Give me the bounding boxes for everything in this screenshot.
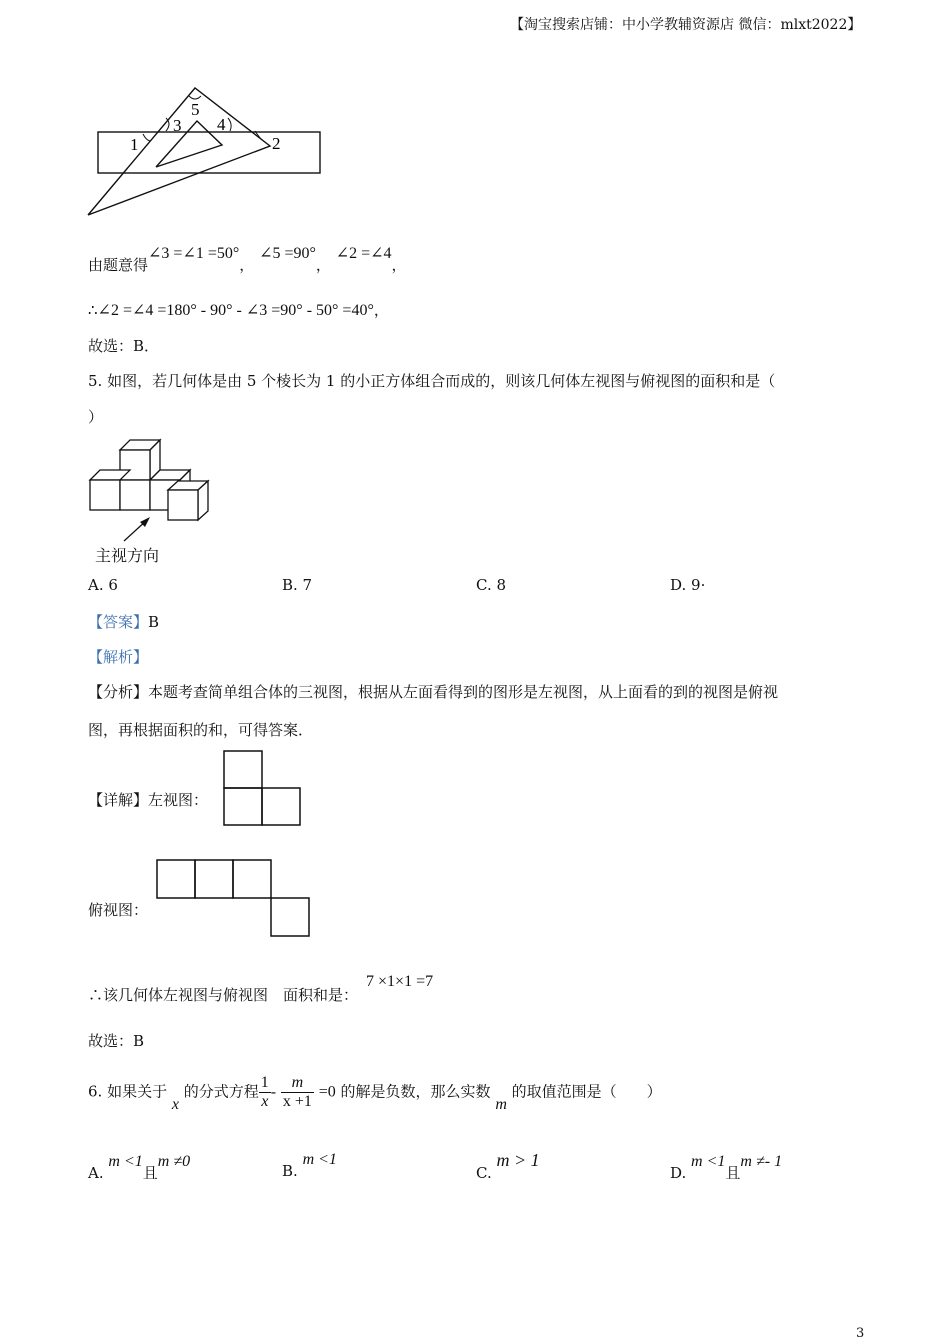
left-view-label: 【详解】左视图： (88, 791, 209, 809)
q5-answer: 【答案】B (88, 613, 160, 631)
q4-solution-line2: ∴∠2 =∠4 =180° - 90° - ∠3 =90° - 50° =40°， (88, 301, 389, 319)
angle-label-2: 2 (272, 134, 281, 153)
q5-option-a: A. 6 (88, 576, 118, 594)
page-number: 3 (856, 1326, 865, 1341)
q4-choose: 故选：B． (88, 337, 160, 355)
analysis-tag: 【解析】 (88, 648, 149, 666)
cube-figure-caption: 主视方向 (95, 546, 160, 565)
q5-analysis-line1: 【分析】本题考查简单组合体的三视图，根据从左面看得到的图形是左视图，从上面看的到的视图是俯视 (88, 683, 779, 701)
q5-option-c: C. 8 (476, 576, 507, 594)
angle-label-3: 3 (173, 116, 182, 135)
q5-question: 5. 如图，若几何体是由 5 个棱长为 1 的小正方体组合而成的，则该几何体左视图与俯视图的面积和是（ (88, 372, 776, 390)
q6-fraction-1: $\frac{1}{x}$ (260, 1074, 269, 1110)
q5-conclusion: ∴该几何体左视图与俯视图 面积和是：7 ×1×1 =7 (88, 973, 434, 1004)
q5-analysis-line2: 图，再根据面积的和，可得答案． (88, 721, 314, 739)
q6-option-a: A. m <1且m ≠0 (88, 1153, 191, 1182)
angle-label-1: 1 (130, 135, 139, 154)
page-header: 【淘宝搜索店铺：中小学教辅资源店 微信：mlxt2022】 (510, 17, 862, 33)
q5-option-b: B. 7 (282, 576, 313, 594)
q5-question-cont: ） (88, 408, 104, 426)
q6-fraction-2: $\frac{m}{x +1}$ (282, 1074, 312, 1110)
angle-label-4: 4 (217, 115, 226, 134)
q6-option-d: D. m <1且m ≠- 1 (670, 1153, 783, 1182)
q6-option-b: B. m <1 (282, 1151, 337, 1180)
top-view-label: 俯视图： (88, 901, 149, 919)
q5-option-d: D. 9· (670, 576, 706, 594)
q4-solution-line1: 由题意得∠3 =∠1 =50°， ∠5 =90°， ∠2 =∠4， (88, 245, 407, 274)
q6-option-c: C. m > 1 (476, 1150, 540, 1182)
q6-question: 6. 如果关于 x 的分式方程 $\frac{1}{x}$ - $\frac{m}{x +1}$ =0 的解是负数，那么实数 m 的取值范围是（ ） (88, 1074, 662, 1113)
angle-label-5: 5 (191, 100, 200, 119)
q5-choose: 故选：B (88, 1032, 145, 1050)
answer-tag: 【答案】 (88, 613, 149, 631)
